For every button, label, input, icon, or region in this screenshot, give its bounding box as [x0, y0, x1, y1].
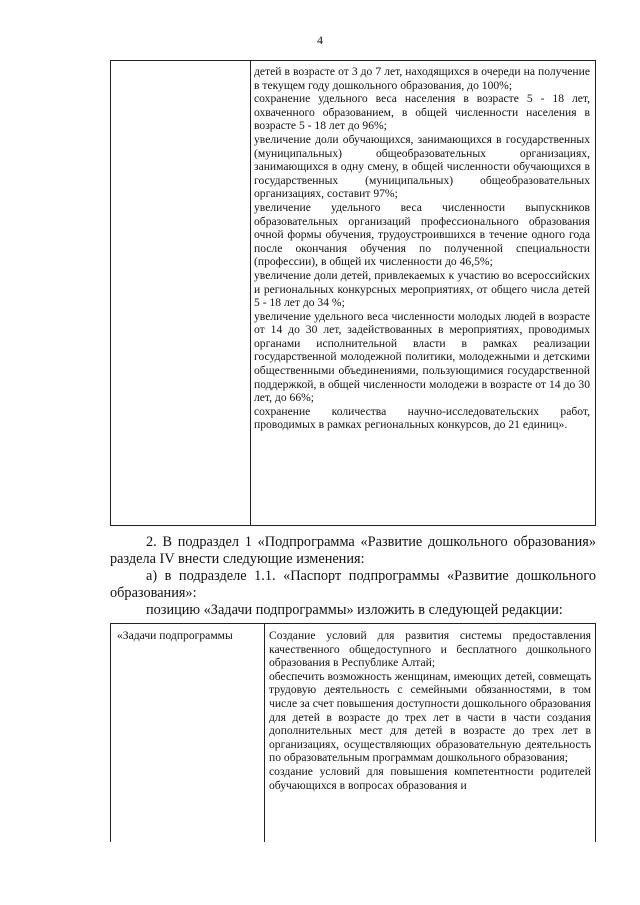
table-item: увеличение удельного веса численности выпускников образовательных организаций профессионального образования очной формы обучения, трудоустроившихся в течение одного года после окончания обучения по полученной специальности (профессии), в общей их численности до 46,5%; — [254, 200, 590, 269]
task-item: Создание условий для развития системы предоставления качественного общедоступного и бесплатного дошкольного образования в Республике Алтай; — [269, 629, 591, 670]
page-number: 4 — [317, 33, 323, 47]
table-item: детей в возрасте от 3 до 7 лет, находящихся в очереди на получение в текущем году дошкольного образования, до 100%; — [254, 65, 590, 92]
tasks-label-cell: «Задачи подпрограммы — [117, 629, 233, 642]
task-item: создание условий для повышения компетентности родителей обучающихся в вопросах образования и — [269, 764, 591, 792]
table-item: увеличение удельного веса численности молодых людей в возрасте от 14 до 30 лет, задействованных в мероприятиях, проводимых органами исполнительной власти в рамках реализации государственной молодежной политики, молодежными и детскими общественными объединениями, пользующимися государственной поддержкой, в общей численности молодежи в возрасте от 14 до 30 лет, до 66%; — [254, 309, 590, 405]
table-item: сохранение удельного веса населения в возрасте 5 - 18 лет, охваченного образованием, в общей численности населения в возрасте 5 - 18 лет до 96%; — [254, 92, 590, 133]
amendment-item-a: а) в подразделе 1.1. «Паспорт подпрограммы «Развитие дошкольного образования»: — [110, 568, 596, 601]
task-item: обеспечить возможность женщинам, имеющих детей, совмещать трудовую деятельность с семейными обязанностями, в том числе за счет повышения доступности дошкольного образования для детей в возрасте до трех лет в части в части создания дополнительных мест для детей в возрасте до трех лет в организациях, осуществляющих образовательную деятельность по образовательным программам дошкольного образования; — [269, 669, 591, 765]
table-item: увеличение доли обучающихся, занимающихся в государственных (муниципальных) общеобразовательных организациях, занимающихся в одну смену, в общей численности обучающихся в государственных (муниципальных) общеобразовательных организациях, составит 97%; — [254, 132, 590, 201]
continued-table — [110, 60, 596, 526]
amendment-item-2: 2. В подраздел 1 «Подпрограмма «Развитие дошкольного образования» раздела IV внести следующие изменения: — [110, 534, 596, 567]
amendment-paragraphs — [110, 534, 596, 619]
table-item: сохранение количества научно-исследовательских работ, проводимых в рамках региональных конкурсов, до 21 единиц». — [254, 404, 590, 432]
tasks-content-cell — [269, 629, 591, 792]
table-content-cell — [254, 65, 590, 432]
table-item: увеличение доли детей, привлекаемых к участию во всероссийских и региональных конкурсных мероприятиях, от общего числа детей 5 - 18 лет до 34 %; — [254, 268, 590, 310]
table-column-divider — [264, 624, 265, 842]
table-column-divider — [250, 61, 251, 525]
tasks-table — [110, 623, 596, 842]
amendment-position: позицию «Задачи подпрограммы» изложить в следующей редакции: — [146, 602, 563, 618]
